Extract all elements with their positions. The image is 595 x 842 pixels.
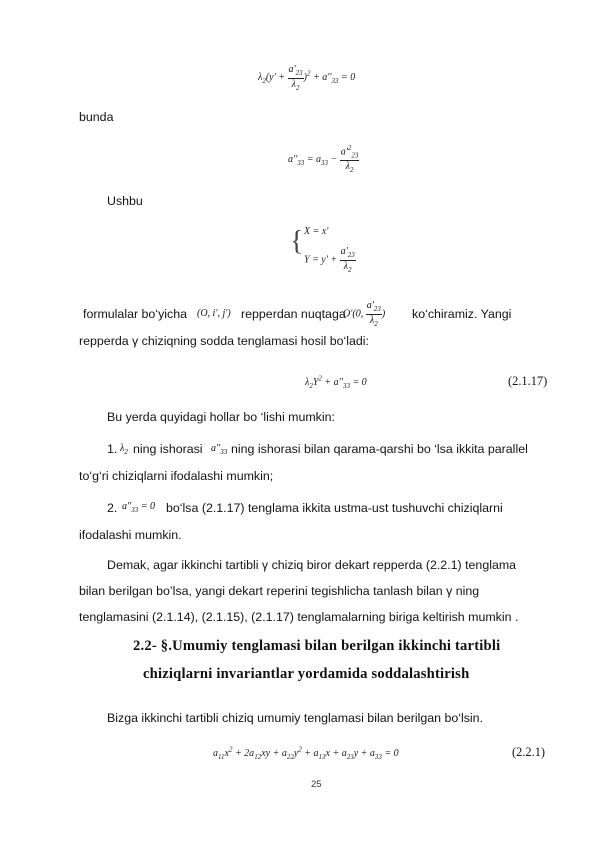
equation-2-1-17: $\lambda_2Y^2 + a''_{33} = 0$ xyxy=(305,375,367,391)
equation-transform-x: X = x' xyxy=(304,226,329,237)
equation-number-2-1-17: (2.1.17) xyxy=(508,374,548,388)
equation-frame: (O, i', j') xyxy=(197,308,231,319)
text-case2-number: 2. xyxy=(107,501,118,515)
text-bu-yerda: Bu yerda quyidagi hollar bo ‘lishi mumkin: xyxy=(107,410,335,424)
text-case2-c: ifodalashi mumkin. xyxy=(79,528,182,542)
section-heading-line-1: 2.2- §.Umumiy tenglamasi bilan berilgan ikkinchi tartibli xyxy=(133,638,501,654)
equation-case1-a33: $a''_{33}$ xyxy=(211,443,228,456)
text-case1-number: 1. xyxy=(107,442,118,456)
text-demak-3: tenglamasini (2.1.14), (2.1.15), (2.1.17) tenglamalarning biriga keltirish mumkin . xyxy=(79,610,519,624)
text-formulalar-2: repperdan nuqtaga xyxy=(241,307,346,321)
equation-a33: $a''_{33} = a_{33}$ − $\frac{a'^2_{23}}{\lambda_2}$ xyxy=(288,144,359,175)
text-demak-2: bilan berilgan bo’lsa, yangi dekart reperini tegishlicha tanlash bilan γ ning xyxy=(79,584,480,598)
text-bizga: Bizga ikkinchi tartibli chiziq umumiy tenglamasi bilan berilgan bo‘lsin. xyxy=(107,711,484,725)
section-heading-line-2: chiziqlarni invariantlar yordamida soddalashtirish xyxy=(143,666,470,682)
equation-case1-lambda: $\lambda_2$ xyxy=(120,443,128,456)
text-case1-b: ning ishorasi xyxy=(133,442,203,456)
text-bunda: bunda xyxy=(79,110,114,124)
equation-transform-y: Y = y' + $\frac{a'_{23}}{\lambda_2}$ xyxy=(304,246,355,274)
equation-top: $\lambda_2(y'$ + $\frac{a'_{23}}{\lambda_2}$ )$^2 + a''_{33} = 0$ xyxy=(258,64,356,92)
equation-case2: $a''_{33} = 0$ xyxy=(122,501,156,514)
document-page: $\lambda_2(y'$ + $\frac{a'_{23}}{\lambda_2}$ )$^2 + a''_{33} = 0$ bunda $a''_{33} = a_{33}$ − $\frac{a'^2_{23}}{\lambda_2}$ Ushbu { X = x' Y = y' + $\frac{a'_{23}}{\lambda_2}$ formulalar bo‘yicha (O, i', j') repperdan nuqtaga O'(0, $\frac{a'_{23}}{\lambda_2}$ ) ko‘chiramiz. Yangi repperda γ chiziqning sodda tenglamasi hosil bo‘ladi: $\lambda_2Y^2 + a''_{33} = 0$ (2.1.17) Bu yerda quyidagi hollar bo ‘lishi mumkin: 1. $\lambda_2$ ning ishorasi $a''_{33}$ ning ishorasi bilan qarama-qarshi bo ‘lsa ikkita parallel to‘g‘ri chiziqlarni ifodalashi mumkin; 2. $a''_{33} = 0$ bo‘lsa (2.1.17) tenglama ikkita ustma-ust tushuvchi chiziqlarni ifodalashi mumkin. Demak, agar ikkinchi tartibli γ chiziq biror dekart repperda (2.2.1) tenglama bilan berilgan bo’lsa, yangi dekart reperini tegishlicha tanlash bilan γ ning tenglamasini (2.1.14), (2.1.15), (2.1.17) tenglamalarning biriga keltirish mumkin . 2.2- §.Umumiy tenglamasi bilan berilgan ikkinchi tartibli chiziqlarni invariantlar yordamida soddalashtirish Bizga ikkinchi tartibli chiziq umumiy tenglamasi bilan berilgan bo‘lsin. $a_{11}x^2 + 2a_{12}xy + a_{22}y^2 + a_{13}x + a_{23}y + a_{33} = 0$ (2.2.1) 25 xyxy=(0,0,595,842)
equation-origin: O'(0, $\frac{a'_{23}}{\lambda_2}$ ) xyxy=(343,300,386,328)
equation-number-2-2-1: (2.2.1) xyxy=(512,745,546,759)
text-formulalar-3: ko‘chiramiz. Yangi xyxy=(412,307,512,321)
text-ushbu: Ushbu xyxy=(107,194,143,208)
text-case1-c: ning ishorasi bilan qarama-qarshi bo ‘lsa ikkita parallel xyxy=(231,442,528,456)
text-case2-b: bo‘lsa (2.1.17) tenglama ikkita ustma-ust tushuvchi chiziqlarni xyxy=(166,501,503,515)
text-demak-1: Demak, agar ikkinchi tartibli γ chiziq biror dekart repperda (2.2.1) tenglama xyxy=(107,558,517,572)
text-case1-d: to‘g‘ri chiziqlarni ifodalashi mumkin; xyxy=(79,469,274,483)
equation-2-2-1: $a_{11}x^2 + 2a_{12}xy + a_{22}y^2 + a_{13}x + a_{23}y + a_{33} = 0$ xyxy=(213,746,399,762)
text-formulalar-1: formulalar bo‘yicha xyxy=(83,307,187,321)
text-repperda: repperda γ chiziqning sodda tenglamasi hosil bo‘ladi: xyxy=(79,334,369,348)
page-number: 25 xyxy=(311,779,322,790)
